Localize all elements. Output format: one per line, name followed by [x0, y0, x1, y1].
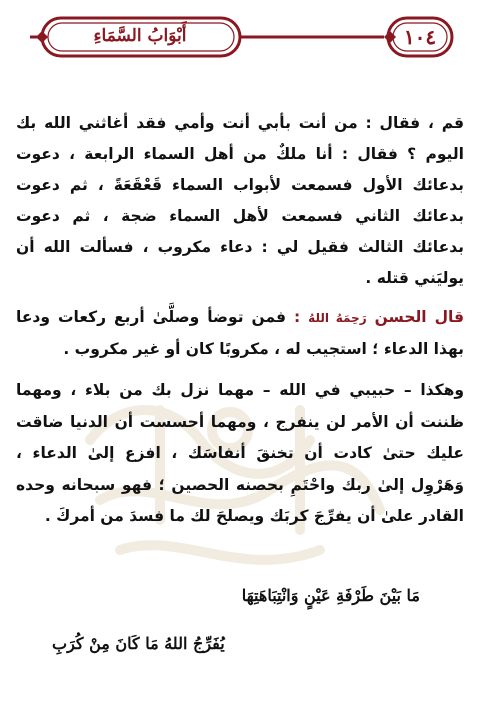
- poem-line-1: مَا بَيْنَ طَرْفَةِ عَيْنٍ وَانْتِبَاهَتِهَا: [241, 586, 420, 605]
- body-text: [16, 108, 464, 533]
- paragraph: قم ، فقال : من أنت بأبي أنت وأمي فقد أغاثني الله بك اليوم ؟ فقال : أنا ملكٌ من أهل السماء الرابعة ، دعوت بدعائك الأول فسمعت لأبواب السماء قَعْقَعَةً ، ثم دعوت بدعائك الثاني فسمعت لأهل السماء ضجة ، ثم دعوت بدعائك الثالث فقيل لي : دعاء مكروب ، فسألت الله أن يوليَني قتله .: [16, 114, 464, 287]
- quote-text: فمن توضأ وصلَّىٰ أربع ركعات ودعا بهذا الدعاء ؛ استجيب له ، مكروبًا كان أو غير مكروب .: [16, 308, 464, 358]
- paragraph-quote: [16, 302, 464, 365]
- speaker-colon: :: [286, 308, 309, 326]
- page-header: [0, 8, 480, 68]
- running-title: أَبْوَابُ السَّمَاءِ: [93, 26, 187, 46]
- honorific: رَحِمَهُ اللهُ: [308, 311, 367, 325]
- page-number: ١٠٤: [403, 25, 437, 49]
- paragraph: وهكذا – حبيبي في الله – مهما نزل بك من بلاء ، ومهما ظننت أن الأمر لن ينفرج ، ومهما أحسست أن الدنيا ضاقت عليك حتىٰ كادت أن تخنقَ أنفاسَك ، افزع إلىٰ الدعاء ، وَهَرْوِل إلىٰ ربك واحْتَمِ بحصنه الحصين ؛ فهو سبحانه وحده القادر علىٰ أن يفرِّجَ كربَك ويصلحَ لك ما فسدَ من أمركَ .: [16, 381, 464, 525]
- speaker-name: قال الحسن: [374, 308, 465, 326]
- poem-line-2: يُفَرِّجُ اللهُ مَا كَانَ مِنْ كُرَبِ: [52, 634, 225, 653]
